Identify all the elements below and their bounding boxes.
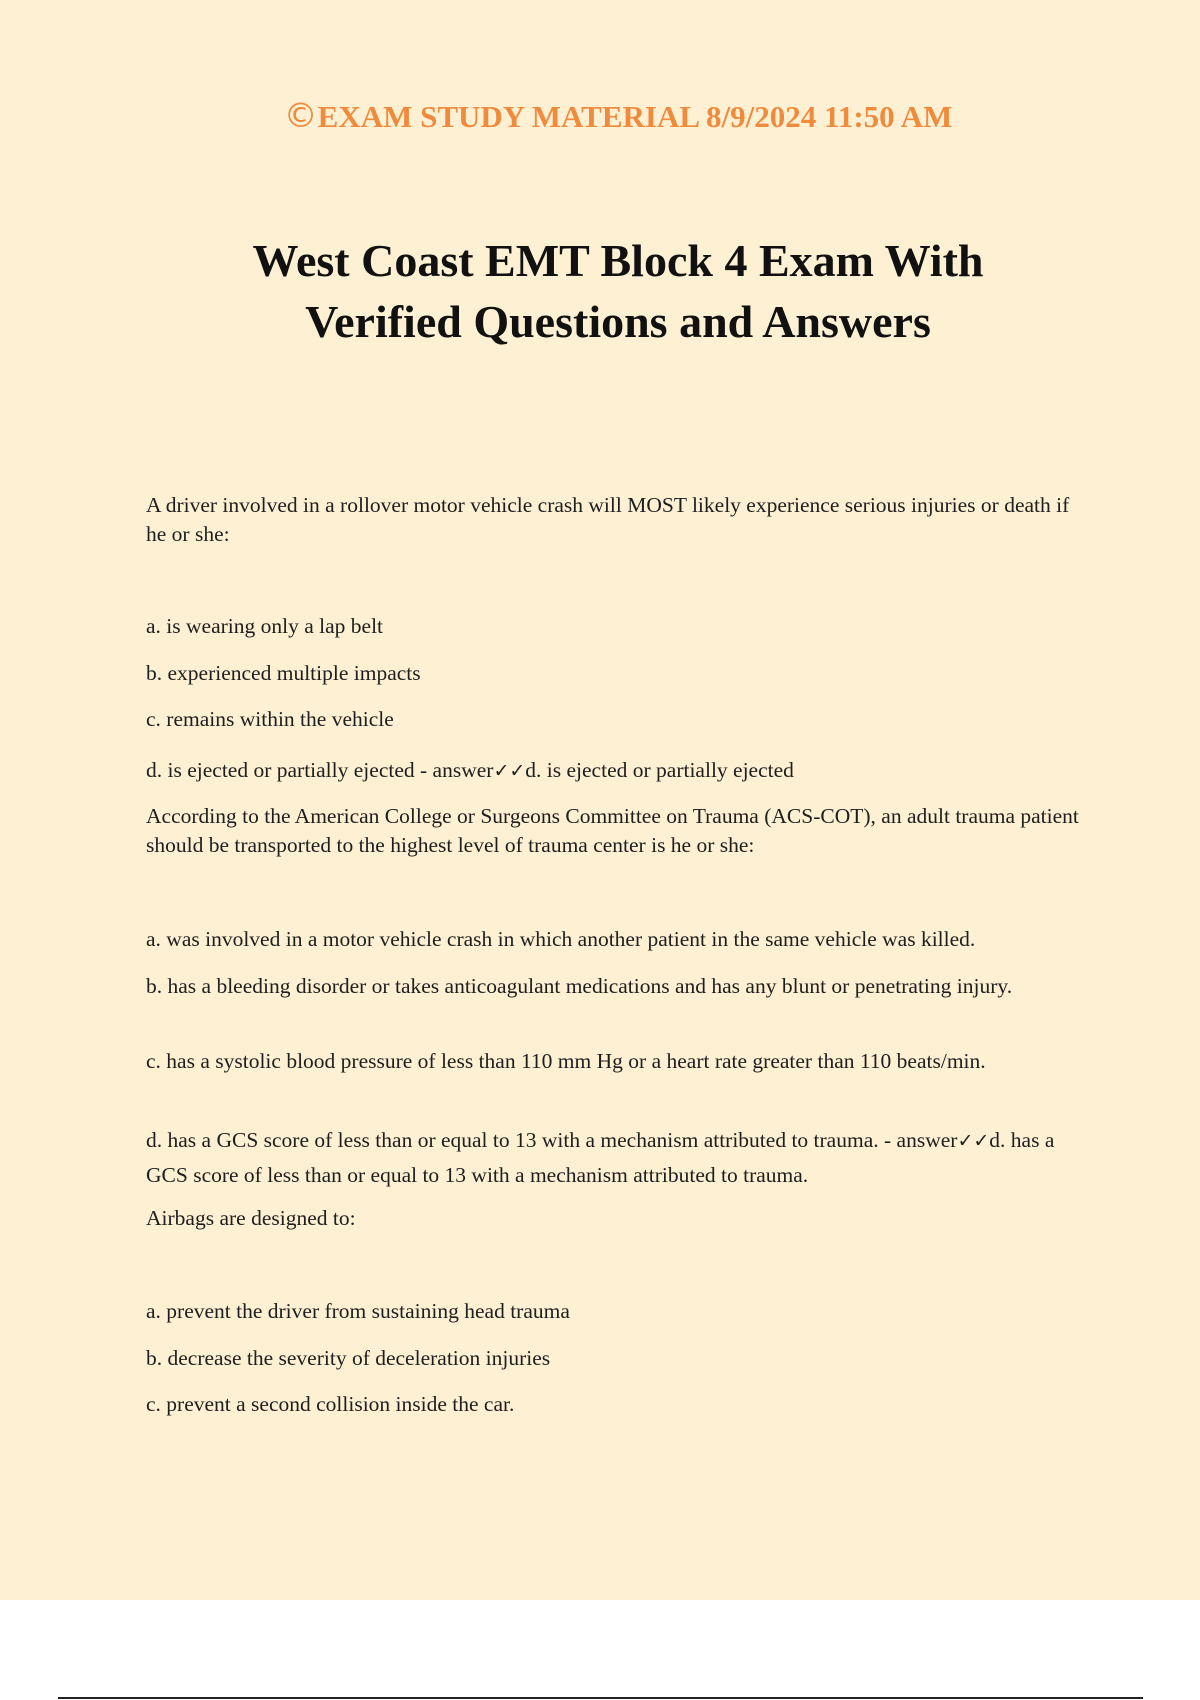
question-2-stem: According to the American College or Surgeons Committee on Trauma (ACS-COT), an adult trauma patient should be transported to the highest level of trauma center is he or she:	[146, 804, 1079, 857]
option-text: d. is ejected or partially ejected	[146, 758, 415, 782]
question-1-stem: A driver involved in a rollover motor vehicle crash will MOST likely experience serious injuries or death if he or she:	[146, 493, 1070, 546]
question-1-option-a: a. is wearing only a lap belt	[146, 614, 384, 638]
exam-header	[0, 96, 1200, 136]
check-icon: ✓✓	[957, 1130, 990, 1152]
answer-label: - answer	[878, 1128, 958, 1152]
header-text: EXAM STUDY MATERIAL 8/9/2024 11:50 AM	[317, 99, 953, 134]
document-title	[0, 230, 1200, 352]
copyright-symbol: ©	[283, 96, 318, 136]
answer-text: d. is ejected or partially ejected	[525, 758, 794, 782]
option-text: d. has a GCS score of less than or equal to 13 with a mechanism attributed to trauma.	[146, 1128, 879, 1152]
footer-divider	[58, 1697, 1143, 1699]
question-2-option-b: b. has a bleeding disorder or takes anticoagulant medications and has any blunt or penetrating injury.	[146, 974, 1013, 998]
question-2-option-a: a. was involved in a motor vehicle crash in which another patient in the same vehicle was killed.	[146, 927, 976, 951]
title-line-2: Verified Questions and Answers	[305, 296, 931, 347]
question-2-option-d-with-answer	[146, 1123, 1086, 1192]
question-1-option-c: c. remains within the vehicle	[146, 707, 394, 731]
question-2-option-c: c. has a systolic blood pressure of less than 110 mm Hg or a heart rate greater than 110 beats/min.	[146, 1049, 986, 1073]
question-1-option-d-with-answer	[146, 756, 1086, 786]
question-3-option-b: b. decrease the severity of deceleration injuries	[146, 1346, 551, 1370]
answer-text: d. has a GCS score of less than or equal to 13 with a mechanism attributed to trauma.	[146, 1128, 1055, 1187]
question-3-stem: Airbags are designed to:	[146, 1206, 356, 1230]
answer-label: - answer	[414, 758, 494, 782]
check-icon: ✓✓	[493, 760, 526, 782]
title-line-1: West Coast EMT Block 4 Exam With	[252, 235, 984, 286]
question-3-option-a: a. prevent the driver from sustaining head trauma	[146, 1299, 570, 1323]
question-3-option-c: c. prevent a second collision inside the car.	[146, 1392, 515, 1416]
question-1-option-b: b. experienced multiple impacts	[146, 661, 421, 685]
